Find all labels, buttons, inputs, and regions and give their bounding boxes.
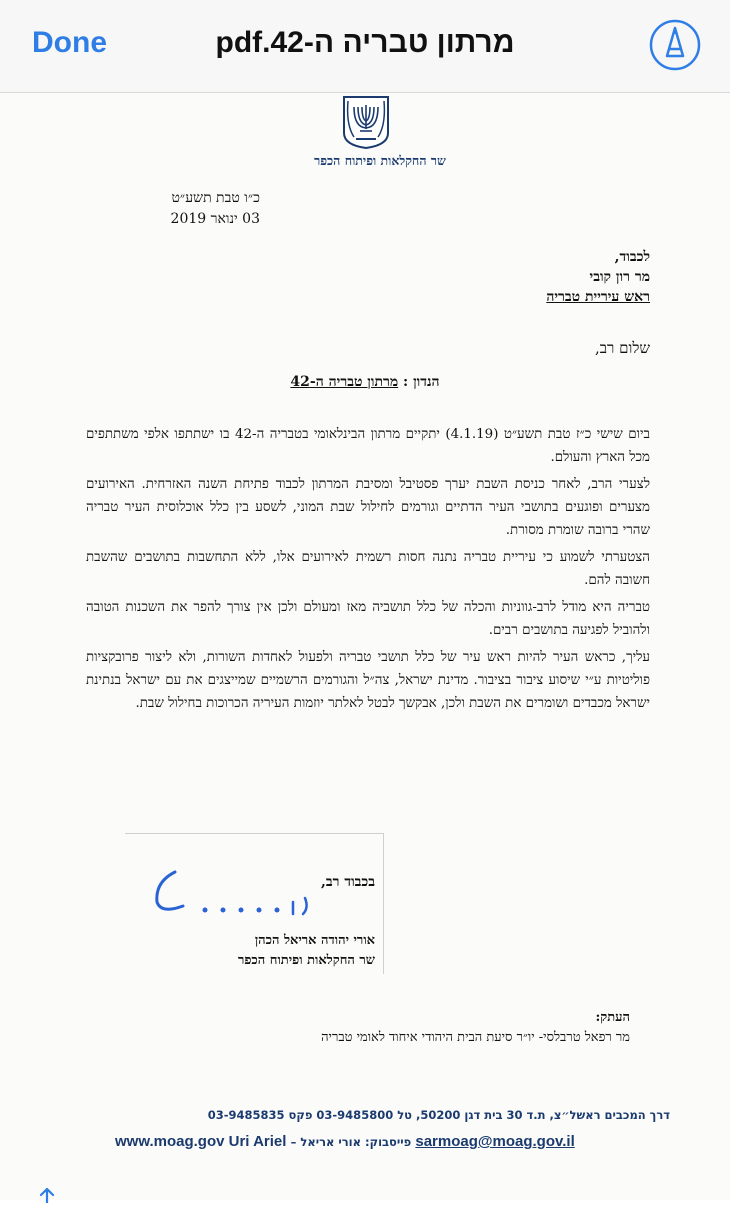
subject-line [0, 374, 730, 391]
signature-block [125, 833, 384, 974]
addressee-line: ראש עיריית טבריה [546, 289, 650, 305]
done-button[interactable]: Done [32, 26, 107, 59]
cc-recipient: מר רפאל טרבלסי- יו״ר סיעת הבית היהודי איחוד לאומי טבריה [321, 1030, 630, 1045]
pdf-page [0, 93, 730, 1200]
footer-website[interactable]: www.moag.gov [115, 1133, 225, 1150]
footer-contact [115, 1133, 675, 1150]
navigation-bar [0, 0, 730, 93]
markup-pen-icon[interactable] [648, 18, 702, 72]
footer-address: דרך המכבים ראשל״צ, ת.ד 30 בית דגן 50200, טל 03-9485800 פקס 03-9485835 [207, 1108, 670, 1122]
menorah-emblem-icon [340, 95, 392, 149]
signature-name: אורי יהודה אריאל הכהן [254, 933, 375, 948]
gregorian-date: 03 ינואר 2019 [170, 211, 260, 227]
letterhead-ministry: שר החקלאות ופיתוח הכפר [314, 153, 446, 168]
footer-name-en: Uri Ariel [228, 1133, 287, 1150]
subject-label: הנדון : [403, 374, 440, 390]
footer-facebook: – פייסבוק: אורי אריאל [290, 1135, 412, 1149]
signature-role: שר החקלאות ופיתוח הכפר [237, 953, 375, 968]
footer-email[interactable]: sarmoag@moag.gov.il [415, 1133, 575, 1150]
document-title: מרתון טבריה ה-42.pdf [215, 26, 515, 59]
addressee-line: מר רון קובי [589, 269, 650, 285]
letter-body [86, 423, 650, 719]
cc-label: העתק: [595, 1010, 630, 1025]
hebrew-date: כ״ו טבת תשע״ט [171, 190, 260, 206]
addressee-block [350, 247, 650, 307]
subject-text: מרתון טבריה ה-42 [290, 374, 399, 390]
greeting: שלום רב, [595, 339, 650, 357]
handwritten-signature [143, 864, 353, 934]
share-icon[interactable] [32, 1187, 62, 1203]
body-paragraph: לצערי הרב, לאחר כניסת השבת יערך פסטיבל ומסיבת המרתון לכבוד פתיחת השנה האזרחית. האירועים מצערים ופוגעים בתושבי העיר הדתיים וגורמים לחילול שבת המוני, לשסע בין כלל אוכלוסית העיר טבריה שהרי ברובה שומרת מסורת. [86, 477, 650, 538]
body-paragraph: הצטערתי לשמוע כי עיריית טבריה נתנה חסות רשמית לאירועים אלו, ללא התחשבות בתושבים שהשבת חשובה להם. [86, 550, 650, 588]
body-paragraph: עליך, כראש העיר להיות ראש עיר של כלל תושבי טבריה ולפעול לאחדות השורות, ולא ליצור פרובקציות פוליטיות ע״י שיסוע ציבור בציבור. מדינת ישראל, צה״ל והגורמים הרשמיים שמייצגים את עם ישראל בנתינת ישראל מכבדים ושומרים את השבת ולכן, אבקשך לבטל לאלתר יוזמות העיריה הכרוכות בחילול שבת. [86, 650, 650, 711]
body-paragraph: טבריה היא מודל לרב-גווניות והכלה של כלל תושביה מאז ומעולם ולכן אין צורך להפר את השכנות הטובה ולהוביל לפגיעה בתושבים רבים. [86, 600, 650, 638]
body-paragraph: ביום שישי כ״ז טבת תשע״ט (4.1.19) יתקיים מרתון הבינלאומי בטבריה ה-42 בו ישתתפו אלפי משתתפים מכל הארץ והעולם. [86, 427, 650, 465]
signature-regards: בכבוד רב, [320, 874, 375, 890]
addressee-line: לכבוד, [614, 249, 650, 265]
